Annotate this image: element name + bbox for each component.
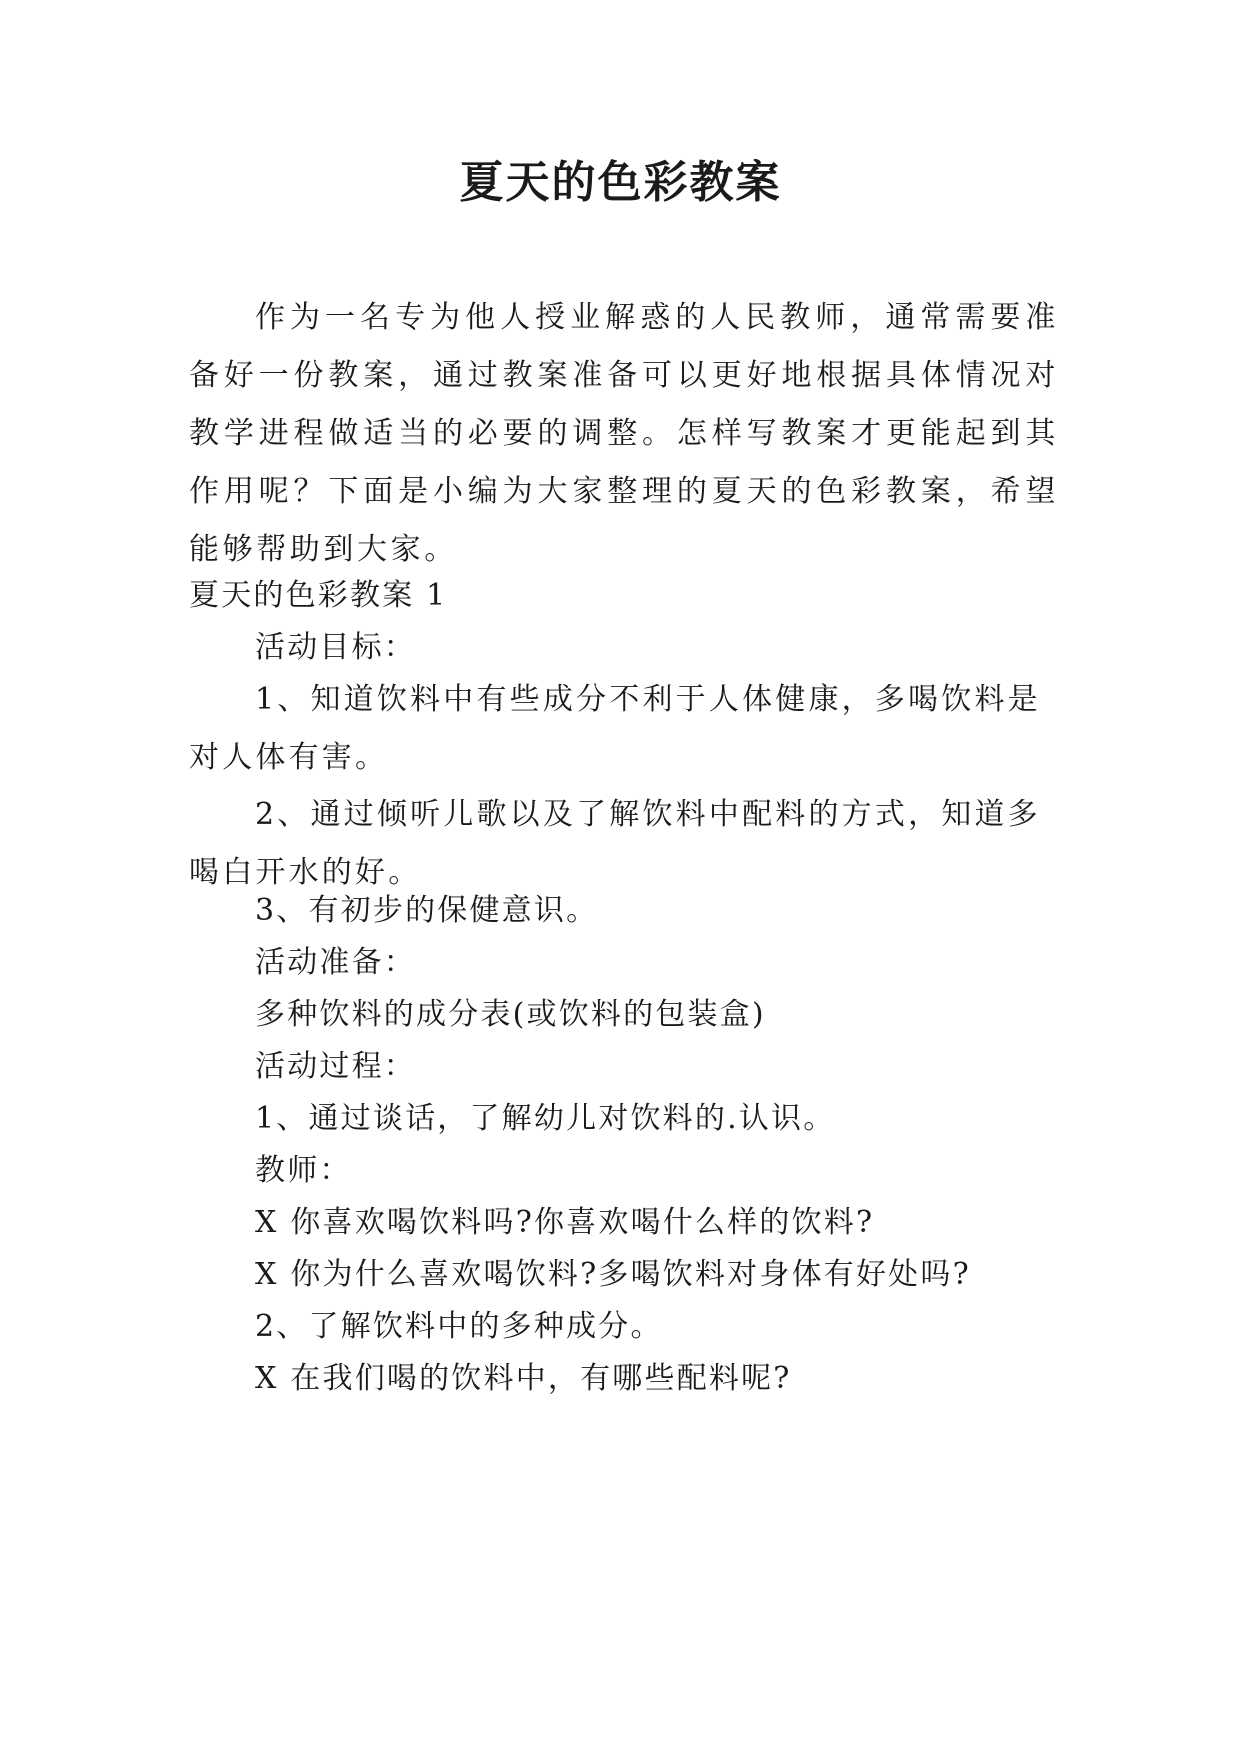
goal-item-2: 2、通过倾听儿歌以及了解饮料中配料的方式，知道多喝白开水的好。 bbox=[189, 797, 1041, 890]
process-label: 活动过程： bbox=[255, 1049, 416, 1084]
teacher-label: 教师： bbox=[255, 1153, 352, 1188]
process-step-1: 1、通过谈话，了解幼儿对饮料的.认识。 bbox=[255, 1101, 836, 1136]
prep-item: 多种饮料的成分表(或饮料的包装盒) bbox=[255, 997, 766, 1032]
intro-paragraph: 作为一名专为他人授业解惑的人民教师，通常需要准备好一份教案，通过教案准备可以更好地根据具体情况对教学进程做适当的必要的调整。怎样写教案才更能起到其作用呢？下面是小编为大家整理的夏天的色彩教案，希望能够帮助到大家。 bbox=[189, 300, 1059, 567]
goal-item-3: 3、有初步的保健意识。 bbox=[255, 893, 599, 928]
section-heading: 夏天的色彩教案 1 bbox=[189, 578, 448, 613]
document-title: 夏天的色彩教案 bbox=[459, 157, 782, 208]
process-step-2: 2、了解饮料中的多种成分。 bbox=[255, 1309, 663, 1344]
goals-label: 活动目标： bbox=[255, 630, 416, 665]
teacher-question-2: X 你为什么喜欢喝饮料?多喝饮料对身体有好处吗? bbox=[255, 1257, 971, 1292]
teacher-question-3: X 在我们喝的饮料中，有哪些配料呢? bbox=[255, 1361, 792, 1396]
prep-label: 活动准备： bbox=[255, 945, 416, 980]
goal-item-1: 1、知道饮料中有些成分不利于人体健康，多喝饮料是对人体有害。 bbox=[189, 682, 1041, 775]
teacher-question-1: X 你喜欢喝饮料吗?你喜欢喝什么样的饮料? bbox=[255, 1205, 875, 1240]
